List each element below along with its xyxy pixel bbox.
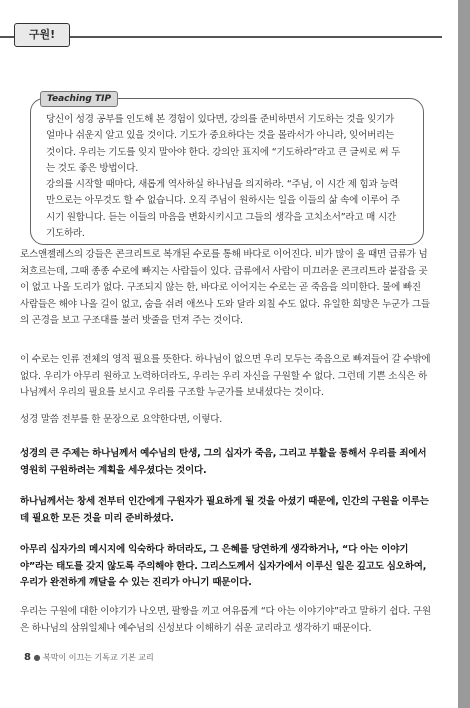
page-footer <box>24 652 154 663</box>
page-edge-bar <box>458 0 470 708</box>
emphasis-paragraph: 하나님께서는 창세 전부터 인간에게 구원자가 필요하게 될 것을 아셨기 때문에, 인간의 구원을 이루는 데 필요한 모든 것을 미리 준비하셨다. <box>20 496 429 524</box>
tip-line: 시기 원합니다. 듣는 이들의 마음을 변화시키시고 그들의 생각을 고치소서”라고 매 시간 <box>46 211 396 223</box>
tip-line: 만으로는 아무것도 할 수 없습니다. 오직 주님이 원하시는 일을 이들의 삶 속에 이루어 주 <box>46 195 400 207</box>
body-paragraph: 우리는 구원에 대한 이야기가 나오면, 팔짱을 끼고 여유롭게 “다 아는 이야기야”라고 말하기 쉽다. 구원은 하나님의 삼위일체나 예수님의 신성보다 이해하기 쉬운 교리라고 생각하기 때문이다. <box>20 606 431 634</box>
body-paragraph: 로스앤젤레스의 강들은 콘크리트로 복개된 수로를 통해 바다로 이어진다. 비가 많이 올 때면 급류가 넘쳐흐르는데, 그때 종종 수로에 빠지는 사람들이 있다. 급류에서 사람이 미끄러운 콘크리트라 붙잡을 곳이 없고 나올 도리가 없다. 구조되지 않는 한, 바다로 이어지는 수로는 곧 죽음을 의미한다. 물에 빠진 사람들은 해야 나올 길이 없고, 숨을 쉬려 애쓰나 도와 달라 외칠 수도 없다. 유일한 희망은 누군가 그들의 곤경을 보고 구조대를 불러 밧줄을 던져 주는 것이다. <box>20 249 430 327</box>
tip-line: 당신이 성경 공부를 인도해 본 경험이 있다면, 강의를 준비하면서 기도하는 것을 잊기가 <box>46 114 395 125</box>
page-number: 8 <box>24 652 31 663</box>
bullet-icon: ● <box>33 653 41 662</box>
tip-line: 강의를 시작할 때마다, 새롭게 역사하실 하나님을 의지하라. “주님, 이 시간 제 힘과 능력 <box>46 179 399 191</box>
tip-line: 것이다. 우리는 기도를 잊지 말아야 한다. 강의안 표지에 “기도하라”라고 큰 글씨로 써 두 <box>46 146 401 158</box>
body-paragraph: 이 수로는 인류 전체의 영적 필요를 뜻한다. 하나님이 없으면 우리 모두는 죽음으로 빠져들어 갈 수밖에 없다. 우리가 아무리 원하고 노력하더라도, 우리는 우리 자신을 구원할 수 없다. 그런데 기쁜 소식은 하나님께서 우리의 필요를 보시고 우리를 구조할 누군가를 보내셨다는 것이다. <box>20 354 431 399</box>
emphasis-paragraph: 성경의 큰 주제는 하나님께서 예수님의 탄생, 그의 십자가 죽음, 그리고 부활을 통해서 우리를 죄에서 영원히 구원하려는 계획을 세우셨다는 것이다. <box>20 448 427 476</box>
book-title: 복막이 이끄는 기독교 기본 교리 <box>43 653 154 662</box>
teaching-tip-text <box>46 112 412 242</box>
tip-line: 기도하라. <box>46 228 85 240</box>
tip-line: 는 것도 좋은 방법이다. <box>46 162 139 174</box>
body-paragraph: 성경 말씀 전부를 한 문장으로 요약한다면, 이렇다. <box>20 414 223 425</box>
chapter-tab: 구원! <box>14 23 70 47</box>
teaching-tip-label: Teaching TIP <box>40 91 118 107</box>
emphasis-paragraph: 아무리 십자가의 메시지에 익숙하다 하더라도, 그 은혜를 당연하게 생각하거나, “다 아는 이야기야”라는 태도를 갖지 않도록 주의해야 한다. 그리스도께서 십자가에서 이루신 일은 깊고도 심오하여, 우리가 완전하게 깨달을 수 있는 진리가 아니기 때문이다. <box>20 544 427 589</box>
tip-line: 얼마나 쉬운지 알고 있을 것이다. 기도가 중요하다는 것을 몰라서가 아니라, 잊어버리는 <box>46 130 395 142</box>
